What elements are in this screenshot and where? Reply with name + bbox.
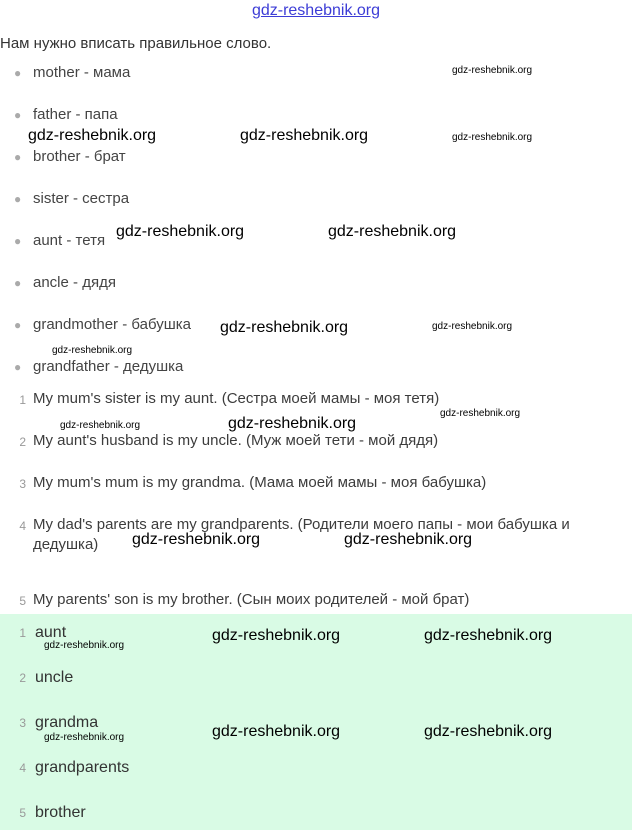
watermark: gdz-reshebnik.org <box>432 321 513 332</box>
list-item: ● ancle - дядя <box>14 274 116 291</box>
list-item: ● grandmother - бабушка <box>14 316 191 333</box>
sentence-item: 2 My aunt's husband is my uncle. (Муж моей тети - мой дядя) <box>19 432 439 449</box>
watermark: gdz-reshebnik.org <box>424 627 553 644</box>
list-item: ● brother - брат <box>14 148 126 165</box>
list-item: ● mother - мама <box>14 64 131 81</box>
list-item: ● father - папа <box>14 106 118 123</box>
watermark: gdz-reshebnik.org <box>452 65 533 76</box>
intro-text: Нам нужно вписать правильное слово. <box>0 35 272 52</box>
watermark: gdz-reshebnik.org <box>452 132 533 143</box>
answer-item: 3 grandma <box>19 714 99 731</box>
watermark: gdz-reshebnik.org <box>60 420 141 431</box>
watermark: gdz-reshebnik.org <box>212 723 341 740</box>
watermark: gdz-reshebnik.org <box>44 732 125 743</box>
list-item: ● grandfather - дедушка <box>14 358 184 375</box>
site-header-link[interactable]: gdz-reshebnik.org <box>251 2 381 19</box>
watermark: gdz-reshebnik.org <box>220 319 349 336</box>
watermark: gdz-reshebnik.org <box>52 345 133 356</box>
answer-item: 2 uncle <box>19 669 74 686</box>
bullet-icon: ● <box>14 276 22 290</box>
list-item: ● aunt - тетя <box>14 232 106 249</box>
watermark: gdz-reshebnik.org <box>240 127 369 144</box>
sentence-item: 4 My dad's parents are my grandparents. (Родители моего папы - мои бабушка и дедушка) <box>19 516 570 553</box>
sentence-item: 3 My mum's mum is my grandma. (Мама моей мамы - моя бабушка) <box>19 474 487 491</box>
bullet-icon: ● <box>14 150 22 164</box>
watermark: gdz-reshebnik.org <box>424 723 553 740</box>
bullet-icon: ● <box>14 108 22 122</box>
watermark: gdz-reshebnik.org <box>344 531 473 548</box>
watermark: gdz-reshebnik.org <box>132 531 261 548</box>
watermark: gdz-reshebnik.org <box>228 415 357 432</box>
list-item: ● sister - сестра <box>14 190 130 207</box>
watermark: gdz-reshebnik.org <box>116 223 245 240</box>
watermark: gdz-reshebnik.org <box>212 627 341 644</box>
watermark: gdz-reshebnik.org <box>328 223 457 240</box>
watermark: gdz-reshebnik.org <box>28 127 157 144</box>
bullet-icon: ● <box>14 318 22 332</box>
bullet-icon: ● <box>14 234 22 248</box>
watermark: gdz-reshebnik.org <box>44 640 125 651</box>
bullet-icon: ● <box>14 192 22 206</box>
bullet-icon: ● <box>14 66 22 80</box>
sentence-item: 1 My mum's sister is my aunt. (Сестра моей мамы - моя тетя) <box>19 390 440 407</box>
answer-item: 5 brother <box>19 804 86 821</box>
answer-item: 1 aunt <box>19 624 67 641</box>
bullet-icon: ● <box>14 360 22 374</box>
watermark: gdz-reshebnik.org <box>440 408 521 419</box>
answer-item: 4 grandparents <box>19 759 130 776</box>
sentence-item: 5 My parents' son is my brother. (Сын моих родителей - мой брат) <box>19 591 470 608</box>
